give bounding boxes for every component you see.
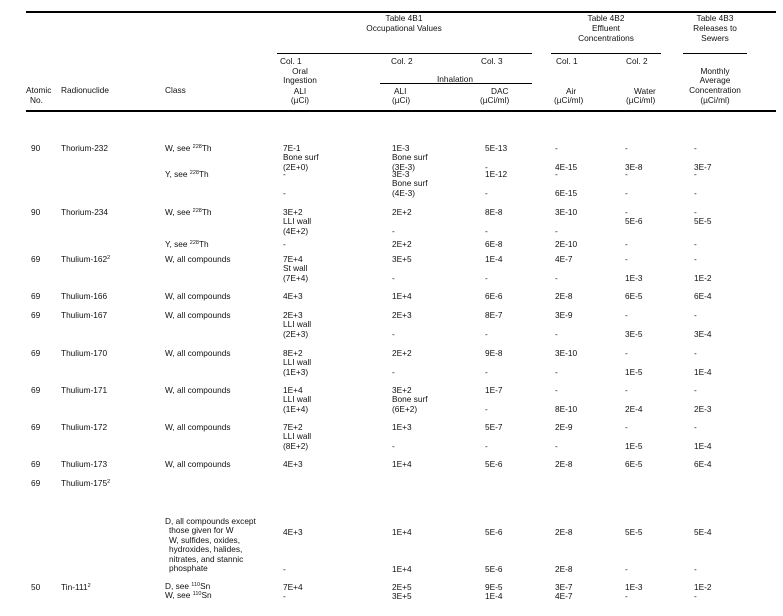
- water-cell: 5E-5: [625, 527, 643, 537]
- table-4b2-subtitle-2: Concentrations: [578, 33, 634, 43]
- atomic-number: 69: [31, 422, 41, 432]
- dac-cell: 1E-4: [485, 254, 503, 264]
- water-cell: -: [625, 239, 628, 249]
- air-label: Air: [566, 86, 577, 96]
- ali-oral-label: ALI: [293, 86, 307, 96]
- atomic-number: 69: [31, 348, 41, 358]
- table-4b3-subtitle-1: Releases to: [693, 23, 737, 33]
- inh-cell: 1E+4: [392, 564, 412, 574]
- concentration-label: Concentration: [689, 85, 741, 95]
- water-cell: -: [625, 187, 628, 198]
- air-cell: 8E-10: [555, 403, 578, 414]
- class-cell: W, all compounds: [165, 348, 231, 358]
- atomic-number: 69: [31, 459, 41, 469]
- radionuclide-name: Thulium-172: [61, 422, 108, 432]
- water-cell: 6E-5: [625, 459, 643, 469]
- sewer-cell: -: [694, 254, 697, 264]
- sewer-cell: -: [694, 187, 697, 198]
- ali-cell: (7E+4): [283, 272, 309, 283]
- inh-cell: 1E+4: [392, 459, 412, 469]
- ali-cell: 4E+3: [283, 459, 303, 469]
- air-cell: 4E-7: [555, 254, 573, 264]
- inh-cell: Bone surf: [392, 178, 428, 189]
- dac-cell: 5E-6: [485, 459, 503, 469]
- radionuclide-name: Thulium-167: [61, 310, 108, 320]
- inh-cell: 3E+5: [392, 254, 412, 264]
- water-cell: -: [625, 591, 628, 601]
- class-cell: Y, see $^{228}$Th: [165, 169, 209, 179]
- water-cell: -: [625, 385, 628, 395]
- effluent-rule: [551, 53, 661, 54]
- air-cell: 4E-7: [555, 591, 573, 601]
- ali-cell: 7E-1: [283, 143, 301, 153]
- dac-cell: 1E-12: [485, 169, 508, 179]
- sewer-cell: -: [694, 169, 697, 179]
- sewer-cell: 2E-3: [694, 403, 712, 414]
- dac-cell: 9E-8: [485, 348, 503, 358]
- dac-cell: -: [485, 161, 488, 172]
- table-4b2-title: Table 4B2: [587, 13, 625, 23]
- inh-cell: Bone surf: [392, 394, 428, 405]
- water-cell: -: [625, 348, 628, 358]
- atomic-number: 69: [31, 478, 41, 488]
- dac-cell: 9E-5: [485, 582, 503, 592]
- table-4b2-subtitle-1: Effluent: [592, 23, 620, 33]
- water-cell: 1E-5: [625, 366, 643, 377]
- air-cell: -: [555, 328, 558, 339]
- inh-cell: 2E+2: [392, 239, 412, 249]
- class-cell: D, all compounds except: [165, 516, 256, 526]
- air-cell: 3E-9: [555, 310, 573, 320]
- inh-cell: 3E+5: [392, 591, 412, 601]
- radionuclide-label: Radionuclide: [61, 85, 109, 95]
- col1-label: Col. 1: [280, 56, 302, 66]
- class-cell: W, see $^{110}$Sn: [165, 590, 212, 600]
- inh-cell: -: [392, 366, 395, 377]
- radionuclide-name: Tin-$111^2$: [61, 582, 91, 592]
- radionuclide-name: Thulium-170: [61, 348, 108, 358]
- air-cell: 3E-10: [555, 348, 578, 358]
- sewer-cell: 5E-5: [694, 216, 712, 227]
- dac-cell: -: [485, 366, 488, 377]
- water-cell: 3E-8: [625, 161, 643, 172]
- ali-cell: -: [283, 187, 286, 198]
- inh-cell: (6E+2): [392, 403, 418, 414]
- water-cell: -: [625, 169, 628, 179]
- water-cell: 2E-4: [625, 403, 643, 414]
- average-label: Average: [699, 75, 731, 85]
- water-cell: -: [625, 143, 628, 153]
- inh-cell: 1E+3: [392, 422, 412, 432]
- inh-cell: -: [392, 225, 395, 236]
- atomic-number: 69: [31, 291, 41, 301]
- radionuclide-name: Thulium-173: [61, 459, 108, 469]
- monthly-label: Monthly: [700, 66, 730, 76]
- ali-cell: 2E+3: [283, 310, 303, 320]
- ali-cell: 8E+2: [283, 348, 303, 358]
- radionuclide-name: Thulium-$175^2$: [61, 478, 111, 488]
- inh-cell: 1E+4: [392, 527, 412, 537]
- sewer-cell: 1E-4: [694, 366, 712, 377]
- class-cell: hydroxides, halides,: [169, 544, 243, 555]
- air-cell: 2E-8: [555, 527, 573, 537]
- inh-cell: 3E+2: [392, 385, 412, 395]
- col2-label: Col. 2: [391, 56, 413, 66]
- dac-cell: 6E-8: [485, 239, 503, 249]
- air-cell: -: [555, 143, 558, 153]
- table-4b3-title: Table 4B3: [696, 13, 734, 23]
- air-cell: 6E-15: [555, 187, 578, 198]
- dac-cell: 5E-13: [485, 143, 508, 153]
- ali-cell: 3E+2: [283, 207, 303, 217]
- class-cell: W, all compounds: [165, 310, 231, 320]
- water-cell: 5E-6: [625, 216, 643, 227]
- sewer-cell: -: [694, 422, 697, 432]
- ali-cell: (2E+3): [283, 328, 309, 339]
- inh-cell: 1E-3: [392, 143, 410, 153]
- sewer-cell: -: [694, 564, 697, 574]
- ali-inh-unit: (µCi): [392, 95, 411, 105]
- ali-cell: LLI wall: [283, 357, 312, 368]
- ali-cell: (2E+0): [283, 161, 309, 172]
- atomic-number: 90: [31, 207, 41, 217]
- ali-cell: -: [283, 591, 286, 601]
- table-4b1-title: Table 4B1: [385, 13, 423, 23]
- water-cell: 6E-5: [625, 291, 643, 301]
- ali-cell: St wall: [283, 263, 308, 274]
- air-cell: -: [555, 272, 558, 283]
- sewer-cell: 1E-4: [694, 440, 712, 451]
- radionuclide-name: Thulium-166: [61, 291, 108, 301]
- class-label: Class: [165, 85, 186, 95]
- inh-cell: -: [392, 272, 395, 283]
- ingestion-label: Ingestion: [283, 75, 317, 85]
- class-cell: those given for W: [169, 525, 234, 536]
- ali-cell: LLI wall: [283, 319, 312, 330]
- sewer-cell: -: [694, 239, 697, 249]
- class-cell: W, all compounds: [165, 291, 231, 301]
- sewer-cell: -: [694, 310, 697, 320]
- air-cell: 2E-8: [555, 564, 573, 574]
- air-cell: 2E-10: [555, 239, 578, 249]
- sewer-cell: -: [694, 385, 697, 395]
- ali-inh-label: ALI: [394, 86, 407, 96]
- inh-cell: 2E+2: [392, 348, 412, 358]
- table-4b3-subtitle-2: Sewers: [701, 33, 729, 43]
- ali-cell: -: [283, 169, 286, 179]
- dac-cell: -: [485, 403, 488, 414]
- ali-cell: 7E+4: [283, 582, 303, 592]
- air-cell: 2E-8: [555, 459, 573, 469]
- water-label: Water: [634, 86, 656, 96]
- ali-cell: 4E+3: [283, 291, 303, 301]
- sewer-cell: 1E-2: [694, 582, 712, 592]
- inhalation-label: Inhalation: [437, 74, 473, 84]
- dac-cell: -: [485, 440, 488, 451]
- water-cell: 1E-5: [625, 440, 643, 451]
- atomic-number: 90: [31, 143, 41, 153]
- effluent-col2-label: Col. 2: [626, 56, 648, 66]
- atomic-label-1: Atomic: [26, 85, 52, 95]
- ali-cell: 7E+4: [283, 254, 303, 264]
- class-cell: W, all compounds: [165, 459, 231, 469]
- sewer-cell: 3E-7: [694, 161, 712, 172]
- class-cell: W, all compounds: [165, 385, 231, 395]
- water-cell: -: [625, 310, 628, 320]
- atomic-number: 69: [31, 254, 41, 264]
- table-4b1-subtitle: Occupational Values: [366, 23, 442, 33]
- ali-cell: Bone surf: [283, 152, 319, 163]
- radionuclide-name: Thulium-171: [61, 385, 108, 395]
- dac-unit: (µCi/ml): [480, 95, 510, 105]
- ali-cell: LLI wall: [283, 431, 312, 442]
- ali-cell: 7E+2: [283, 422, 303, 432]
- sewer-cell: -: [694, 143, 697, 153]
- ali-cell: 4E+3: [283, 527, 303, 537]
- col3-label: Col. 3: [481, 56, 503, 66]
- atomic-number: 69: [31, 310, 41, 320]
- water-cell: -: [625, 564, 628, 574]
- inh-cell: 2E+2: [392, 207, 412, 217]
- inh-cell: 2E+3: [392, 310, 412, 320]
- inh-cell: 2E+5: [392, 582, 412, 592]
- air-cell: -: [555, 440, 558, 451]
- class-cell: Y, see $^{228}$Th: [165, 239, 209, 249]
- ali-cell: LLI wall: [283, 394, 312, 405]
- ali-cell: -: [283, 239, 286, 249]
- class-cell: nitrates, and stannic: [169, 553, 244, 564]
- dac-cell: 5E-7: [485, 422, 503, 432]
- water-cell: -: [625, 422, 628, 432]
- dac-label: DAC: [491, 86, 509, 96]
- ali-cell: (1E+4): [283, 403, 309, 414]
- class-cell: phosphate: [169, 563, 208, 573]
- sewer-cell: 6E-4: [694, 459, 712, 469]
- water-cell: 1E-3: [625, 272, 643, 283]
- radionuclide-name: Thorium-234: [61, 207, 109, 217]
- water-cell: -: [625, 254, 628, 264]
- dac-cell: -: [485, 328, 488, 339]
- atomic-number: 69: [31, 385, 41, 395]
- inh-cell: (4E-3): [392, 187, 416, 198]
- monthly-unit: (µCi/ml): [700, 95, 730, 105]
- oral-label: Oral: [292, 66, 308, 76]
- air-cell: 4E-15: [555, 161, 578, 172]
- sewer-cell: 5E-4: [694, 527, 712, 537]
- dac-cell: 6E-6: [485, 291, 503, 301]
- air-cell: 2E-9: [555, 422, 573, 432]
- ali-cell: LLI wall: [283, 216, 312, 227]
- inh-cell: 3E-3: [392, 169, 410, 179]
- sewer-cell: -: [694, 207, 697, 217]
- water-cell: -: [625, 207, 628, 217]
- inh-cell: -: [392, 328, 395, 339]
- occupational-rule: [277, 53, 532, 54]
- dac-cell: 1E-4: [485, 591, 503, 601]
- water-unit: (µCi/ml): [626, 95, 656, 105]
- air-cell: -: [555, 366, 558, 377]
- ali-cell: (8E+2): [283, 440, 309, 451]
- sewer-cell: -: [694, 348, 697, 358]
- dac-cell: -: [485, 225, 488, 236]
- inh-cell: (3E-3): [392, 161, 416, 172]
- dac-cell: 5E-6: [485, 527, 503, 537]
- atomic-number: 50: [31, 582, 41, 592]
- effluent-col1-label: Col. 1: [556, 56, 578, 66]
- ali-cell: -: [283, 564, 286, 574]
- air-cell: 3E-7: [555, 582, 573, 592]
- class-cell: W, sulfides, oxides,: [169, 534, 241, 545]
- water-cell: 3E-5: [625, 328, 643, 339]
- water-cell: 1E-3: [625, 582, 643, 592]
- dac-cell: 5E-6: [485, 564, 503, 574]
- air-cell: -: [555, 225, 558, 236]
- sewer-rule: [683, 53, 747, 54]
- inh-cell: 1E+4: [392, 291, 412, 301]
- ali-cell: (1E+3): [283, 366, 309, 377]
- dac-cell: 8E-7: [485, 310, 503, 320]
- class-cell: W, see $^{228}$Th: [165, 143, 212, 153]
- sewer-cell: 6E-4: [694, 291, 712, 301]
- sewer-cell: -: [694, 591, 697, 601]
- header-bottom-rule: [26, 110, 776, 112]
- class-cell: W, all compounds: [165, 422, 231, 432]
- air-cell: -: [555, 169, 558, 179]
- radionuclide-name: Thorium-232: [61, 143, 109, 153]
- inh-cell: Bone surf: [392, 152, 428, 163]
- air-cell: 2E-8: [555, 291, 573, 301]
- dac-cell: -: [485, 272, 488, 283]
- inh-cell: -: [392, 440, 395, 451]
- class-cell: W, see $^{228}$Th: [165, 207, 212, 217]
- dac-cell: 1E-7: [485, 385, 503, 395]
- class-cell: W, all compounds: [165, 254, 231, 264]
- atomic-label-2: No.: [30, 95, 43, 105]
- air-cell: -: [555, 385, 558, 395]
- air-unit: (µCi/ml): [554, 95, 584, 105]
- radionuclide-name: Thulium-$162^2$: [61, 254, 111, 264]
- ali-cell: (4E+2): [283, 225, 309, 236]
- class-cell: D, see $^{110}$Sn: [165, 581, 211, 591]
- ali-oral-unit: (µCi): [290, 95, 310, 105]
- dac-cell: 8E-8: [485, 207, 503, 217]
- ali-cell: 1E+4: [283, 385, 303, 395]
- sewer-cell: 1E-2: [694, 272, 712, 283]
- sewer-cell: 3E-4: [694, 328, 712, 339]
- dac-cell: -: [485, 187, 488, 198]
- air-cell: 3E-10: [555, 207, 578, 217]
